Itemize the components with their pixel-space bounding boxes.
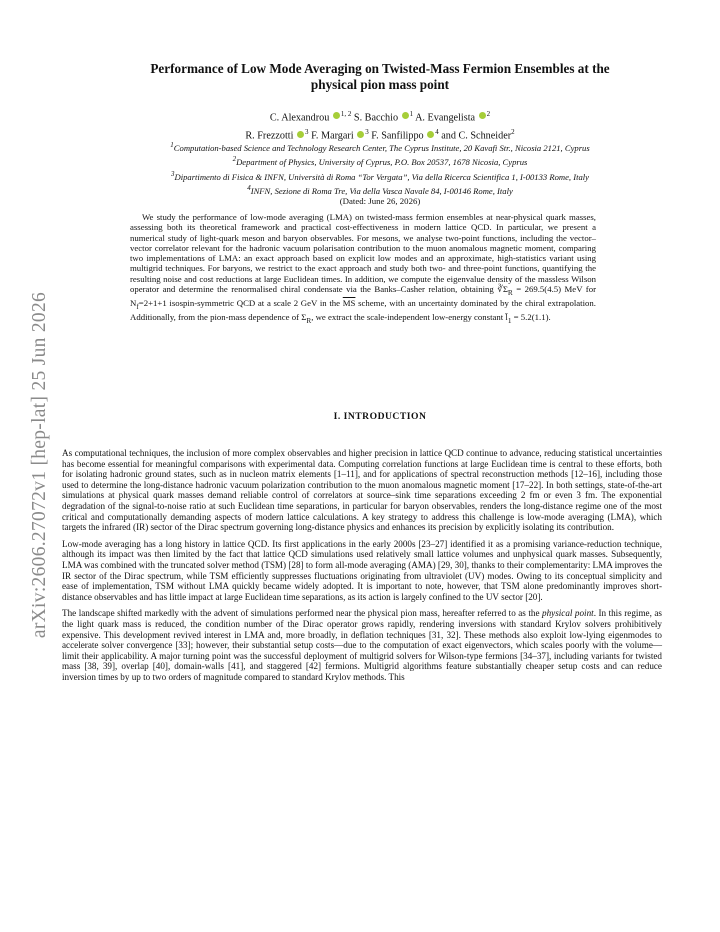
author-affil-sup: 2 bbox=[511, 128, 515, 137]
arxiv-identifier: arXiv:2606.27072v1 [hep-lat] 25 Jun 2026 bbox=[29, 291, 50, 639]
affiliation bbox=[60, 169, 700, 183]
abstract-subscript: f bbox=[136, 302, 139, 311]
author-list bbox=[70, 107, 690, 144]
intro-paragraph: Low-mode averaging has a long history in lattice QCD. Its first applications in the early 2000s [23–27] identified it as a promising variance-reduction technique, although its impact was then limited by the fact that lattice QCD simulations used relatively small lattice volumes and unphysical quark masses. Subsequently, LMA was combined with the truncated solver method (TSM) [28] to form all-mode averaging (AMA) [29, 30], thanks to their complementarity: LMA improves the IR sector of the Dirac spectrum, while TSM efficiently suppresses fluctuations originating from ultraviolet (UV) modes. Owing to its conceptual simplicity and ease of implementation, TSM without LMA quickly became widely adopted. It is important to note, however, that TSM alone predominantly improves short-distance observables and has little impact at large Euclidean time separations, as its action is largely confined to the UV sector [20]. bbox=[62, 538, 662, 602]
abstract-subscript: R bbox=[306, 316, 312, 325]
author-affil-sup: 4 bbox=[435, 128, 439, 137]
introduction-body bbox=[62, 448, 662, 688]
author-affil-sup: 3 bbox=[365, 128, 369, 137]
affil-number: 4 bbox=[247, 184, 251, 193]
abstract-segment: =2+1+1 isospin-symmetric QCD at a scale 2 GeV in the bbox=[138, 297, 343, 308]
abstract bbox=[130, 212, 596, 326]
author-name: F. Sanfilippo bbox=[371, 130, 424, 142]
affil-number: 2 bbox=[232, 155, 237, 164]
author-affil-sup: 3 bbox=[305, 128, 309, 137]
affiliation bbox=[60, 154, 700, 168]
authors-line-1 bbox=[70, 107, 690, 125]
paper-title bbox=[70, 61, 690, 93]
affil-text: Computation-based Science and Technology Research Center, The Cyprus Institute, 20 Kavafi Str., Nicosia 2121, Cyprus bbox=[173, 142, 590, 153]
title-line-2: physical pion mass point bbox=[310, 77, 450, 92]
msbar-label: $\overline{MS}$ bbox=[342, 297, 356, 308]
abstract-segment: scheme, with an uncertainty dominated by the chiral extrapolation. Additionally, from the pion-mass dependence of Σ bbox=[130, 297, 596, 322]
author-affil-sup: 1, 2 bbox=[340, 110, 352, 118]
intro-paragraph: As computational techniques, the inclusion of more complex observables and higher precision in lattice QCD continue to advance, reducing statistical uncertainties has become essential for meaningful comparisons with experimental data. Computing correlation functions at large Euclidean time is central to these efforts, both for isolating hadronic ground states, such as in nucleon matrix elements [1–11], and for applications of spectral reconstruction methods [12–16], including those used to determine the long-distance hadronic vacuum polarization contribution to the muon anomalous magnetic moment [17–22]. In both settings, state-of-the-art simulations at physical quark masses demand reliable control of correlators at source–sink time separations exceeding 2 fm or even 3 fm. The exponential degradation of the signal-to-noise ratio at such Euclidean time separations, in particular for baryon observables, renders the long-distance regime one of the most critical and computationally demanding aspects of modern lattice calculations. A key strategy to address this challenge is low-mode averaging (LMA), which targets the infrared (IR) sector of the Dirac spectrum governing long-distance physics and enhances its precision by explicitly isolating its contribution. bbox=[62, 448, 662, 533]
author-affil-sup: 2 bbox=[486, 110, 491, 118]
orcid-icon[interactable] bbox=[297, 131, 304, 138]
abstract-segment: = 269.5(4.5) MeV for N bbox=[130, 283, 597, 308]
abstract-segment: We study the performance of low-mode averaging (LMA) on twisted-mass fermion ensembles at near-physical quark masses, assessing both its theoretical framework and practical cost-effectiveness in modern lattice QCD. In particular, we present a numerical study of light-quark meson and baryon observables. For mesons, we analyse two-point functions, including the vector–vector correlator relevant for the hadronic vacuum polarisation contribution to the muon anomalous magnetic moment, comparing two implementations of LMA: an exact approach based on explicit low modes and an approximate, high-statistics variant using multigrid techniques. For baryons, we restrict to the exact approach and study both two- and three-point functions, quantifying the resulting noise and cost reductions at large Euclidean times. In addition, we compute the eigenvalue density of the massless Wilson operator and determine the renormalised chiral condensate via the Banks–Casher relation, obtaining ∛Σ bbox=[130, 212, 596, 294]
paragraph-segment: . In this regime, as the light quark mass is reduced, the condition number of the Dirac operator grows rapidly, rendering inversions with standard Krylov solvers prohibitively expensive. This development revived interest in LMA and, more broadly, in deflation techniques [31, 32]. These methods also exploit low-lying eigenmodes to accelerate solver convergence [33]; however, their substantial setup costs—due to the computation of exact eigenvectors, which scales poorly with the volume—limit their applicability. A major turning point was the successful deployment of multigrid solvers for Wilson-type fermions [34–37], including variants for twisted mass [38, 39], overlap [40], domain-walls [41], and staggered [42] fermions. Multigrid algorithms feature substantially cheaper setup costs and can reduce inversion times by up to two orders of magnitude compared to standard Krylov methods. This bbox=[62, 608, 662, 682]
affil-text: Department of Physics, University of Cyprus, P.O. Box 20537, 1678 Nicosia, Cyprus bbox=[236, 157, 528, 168]
section-heading-introduction: I. INTRODUCTION bbox=[333, 411, 427, 422]
title-line-1: Performance of Low Mode Averaging on Twisted-Mass Fermion Ensembles at the bbox=[150, 61, 610, 76]
authors-conjunction: and bbox=[441, 130, 456, 142]
affil-text: INFN, Sezione di Roma Tre, Via della Vasca Navale 84, I-00146 Rome, Italy bbox=[250, 185, 513, 196]
abstract-text bbox=[130, 212, 596, 326]
date-line: (Dated: June 26, 2026) bbox=[339, 196, 421, 206]
author-name: R. Frezzotti bbox=[245, 130, 294, 142]
affil-text: Dipartimento di Fisica & INFN, Università di Roma “Tor Vergata”, Via della Ricerca Scientifica 1, I-00133 Rome, Italy bbox=[174, 171, 589, 182]
orcid-icon[interactable] bbox=[479, 112, 486, 119]
affiliation bbox=[60, 140, 700, 154]
orcid-icon[interactable] bbox=[333, 112, 340, 119]
author-name: S. Bacchio bbox=[353, 112, 399, 124]
emphasis-text: physical point bbox=[542, 608, 594, 619]
abstract-subscript: 1 bbox=[507, 316, 512, 325]
author-name: F. Margari bbox=[311, 130, 354, 142]
intro-paragraph bbox=[62, 608, 662, 682]
orcid-icon[interactable] bbox=[427, 131, 434, 138]
abstract-subscript: R bbox=[507, 288, 513, 297]
affil-number: 3 bbox=[171, 169, 175, 178]
author-name: C. Alexandrou bbox=[269, 112, 330, 124]
affil-number: 1 bbox=[170, 141, 174, 149]
abstract-segment: = 5.2(1.1). bbox=[511, 311, 551, 322]
affiliation-list bbox=[60, 140, 700, 197]
orcid-icon[interactable] bbox=[402, 112, 409, 119]
author-name: A. Evangelista bbox=[415, 112, 476, 124]
author-affil-sup: 1 bbox=[409, 110, 414, 118]
paragraph-segment: The landscape shifted markedly with the advent of simulations performed near the physical pion mass, hereafter referred to as the bbox=[62, 608, 543, 619]
author-name: C. Schneider bbox=[458, 130, 512, 142]
orcid-icon[interactable] bbox=[357, 131, 364, 138]
abstract-segment: , we extract the scale-independent low-energy constant l̄ bbox=[311, 311, 508, 322]
